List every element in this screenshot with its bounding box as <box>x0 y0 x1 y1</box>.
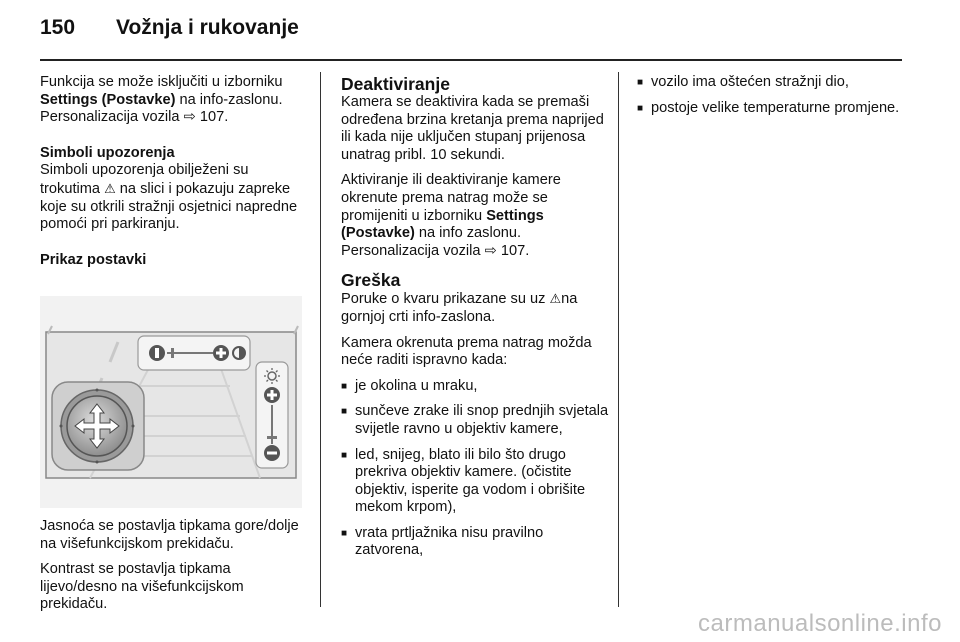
multifunction-knob-icon <box>52 382 144 470</box>
column-divider-2 <box>618 72 619 607</box>
column-divider-1 <box>320 72 321 607</box>
paragraph-fault-messages: Poruke o kvaru prikazane su uz ⚠na gornjoj crti info-zaslona. <box>341 291 578 325</box>
page-header <box>40 16 299 48</box>
conditions-list <box>341 378 611 560</box>
column-right <box>637 74 907 125</box>
contrast-slider <box>138 336 250 370</box>
display-settings-illustration <box>40 296 302 508</box>
column-middle <box>341 74 611 568</box>
list-item: ■ vrata prtljažnika nisu pravilno zatvorena, <box>341 525 611 560</box>
heading-deaktiviranje: Deaktiviranje <box>341 74 450 94</box>
heading-greska: Greška <box>341 270 401 291</box>
paragraph-contrast: Kontrast se postavlja tipkama lijevo/desno na višefunkcijskom prekidaču. <box>40 561 244 613</box>
page-number: 150 <box>40 16 76 39</box>
column-left <box>40 74 305 269</box>
header-divider <box>40 59 902 61</box>
list-item: ■ postoje velike temperaturne promjene. <box>637 100 907 118</box>
column-left-bottom <box>40 518 305 622</box>
paragraph-clarity: Jasnoća se postavlja tipkama gore/dolje na višefunkcijskom prekidaču. <box>40 518 299 552</box>
arrow-reference-icon: ⇨ <box>484 242 497 259</box>
warning-triangle-icon: ⚠ <box>549 291 562 307</box>
watermark: carmanualsonline.info <box>698 610 942 637</box>
paragraph-simboli: Simboli upozorenja obilježeni su trokutima ⚠ na slici i pokazuju zapreke koje su otkrili stražnji osjetnici napredne pomoći pri parkiranju. <box>40 162 298 233</box>
menu-settings-label: Settings (Postavke) <box>341 207 544 242</box>
paragraph-may-not-work: Kamera okrenuta prema natrag možda neće raditi ispravno kada: <box>341 334 592 369</box>
brightness-slider <box>256 362 288 468</box>
list-item: ■ vozilo ima oštećen stražnji dio, <box>637 74 907 92</box>
list-item: ■ je okolina u mraku, <box>341 378 611 396</box>
heading-prikaz: Prikaz postavki <box>40 251 147 268</box>
list-item: ■ sunčeve zrake ili snop prednjih svjetala svijetle ravno u objektiv kamere, <box>341 403 611 438</box>
conditions-list-continued <box>637 74 907 117</box>
page-title: Vožnja i rukovanje <box>116 16 299 39</box>
paragraph-deactivation: Kamera se deaktivira kada se premaši određena brzina kretanja prema naprijed ili kada nije uključen stupanj prijenosa unatrag pribl. 10 sekundi. <box>341 94 604 163</box>
paragraph-activation: Aktiviranje ili deaktiviranje kamere okrenute prema natrag može se promijeniti u izborniku Settings (Postavke) na info zaslonu. Personalizacija vozila ⇨ 107. <box>341 172 561 259</box>
heading-simboli: Simboli upozorenja <box>40 144 175 161</box>
arrow-reference-icon: ⇨ <box>183 109 196 126</box>
list-item: ■ led, snijeg, blato ili bilo što drugo prekriva objektiv kamere. (očistite objektiv, isperite ga vodom i obrišite mekom krpom), <box>341 447 611 517</box>
paragraph-function-disable: Funkcija se može isključiti u izborniku Settings (Postavke) na info-zaslonu. Personalizacija vozila ⇨ 107. <box>40 74 283 126</box>
warning-triangle-icon: ⚠ <box>104 180 116 196</box>
menu-settings-label: Settings (Postavke) <box>40 91 176 108</box>
